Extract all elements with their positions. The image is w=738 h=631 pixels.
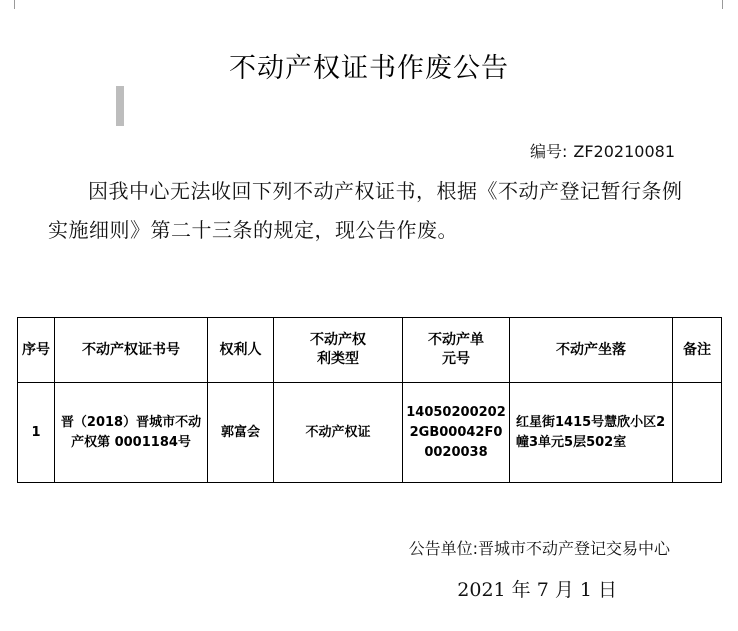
cell-location: 红星街1415号慧欣小区2幢3单元5层502室 [510, 383, 673, 483]
issuer-value: 晋城市不动产登记交易中心 [477, 539, 670, 558]
issue-date: 2021 年 7 月 1 日 [457, 579, 617, 601]
issuer-label: 公告单位: [408, 539, 478, 558]
cell-seq: 1 [18, 383, 55, 483]
document-number-label: 编号: [529, 142, 568, 161]
header-cert-no: 不动产权证书号 [55, 318, 208, 383]
cell-right-type: 不动产权证 [274, 383, 403, 483]
document-number-value: ZF20210081 [573, 142, 675, 161]
cell-holder: 郭富会 [208, 383, 274, 483]
crop-mark-top-right [722, 0, 733, 9]
table-header-row [18, 318, 722, 383]
announcement-body: 因我中心无法收回下列不动产权证书，根据《不动产登记暂行条例实施细则》第二十三条的规定，现公告作废。 [48, 179, 683, 242]
cell-unit-no: 140502002022GB00042F00020038 [403, 383, 510, 483]
header-seq: 序号 [18, 318, 55, 383]
document-number [470, 139, 675, 162]
header-holder: 权利人 [208, 318, 274, 383]
page-title: 不动产权证书作废公告 [229, 53, 509, 84]
text-cursor [116, 86, 124, 126]
cell-remark [673, 383, 722, 483]
table-row [18, 383, 722, 483]
header-right-type: 不动产权利类型 [274, 318, 403, 383]
issuer [330, 536, 670, 559]
header-unit-no: 不动产单元号 [403, 318, 510, 383]
crop-mark-top-left [4, 0, 15, 9]
header-location: 不动产坐落 [510, 318, 673, 383]
cell-cert-no: 晋（2018）晋城市不动产权第 0001184号 [55, 383, 208, 483]
certificate-table [17, 317, 722, 483]
header-remark: 备注 [673, 318, 722, 383]
